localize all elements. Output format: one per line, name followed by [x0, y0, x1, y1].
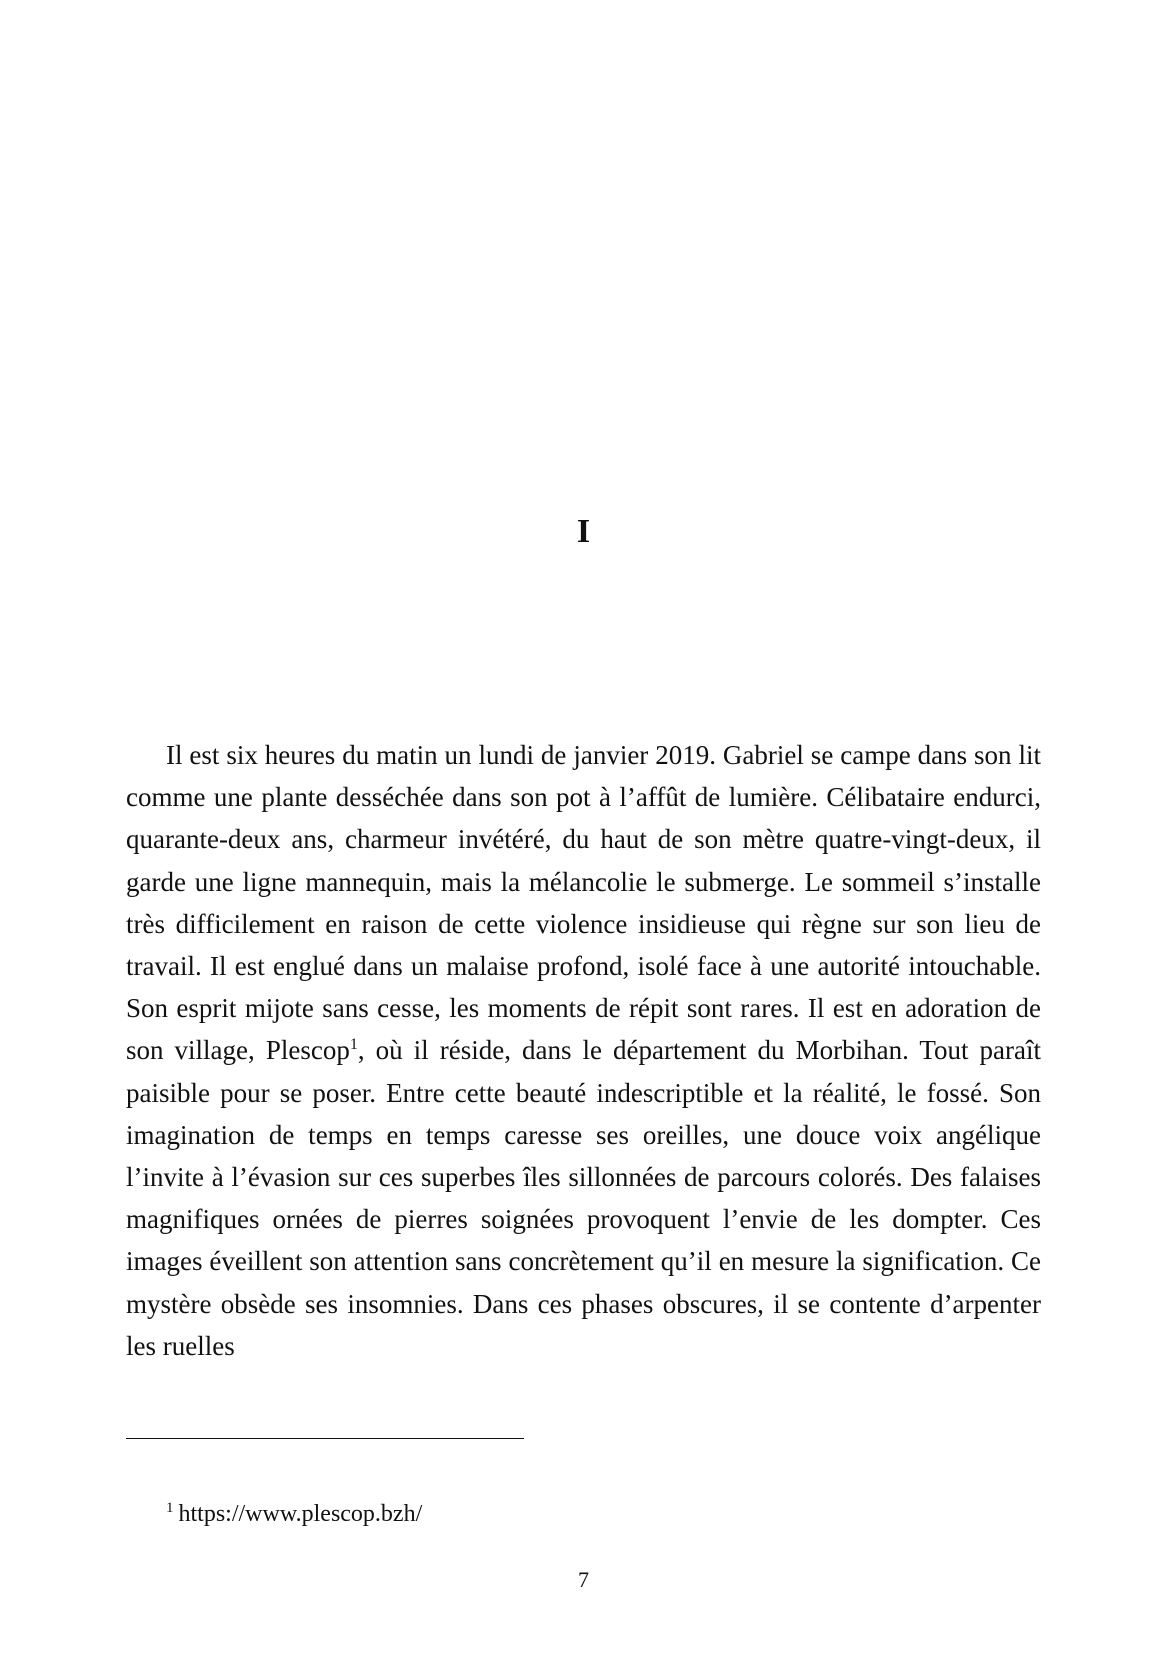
paragraph-text-part-1: Il est six heures du matin un lundi de janvier 2019. Gabriel se campe dans son lit comme une plante desséchée dans son pot à l’affût de lumière. Célibataire endurci, quarante-deux ans, charmeur invétéré, du haut de son mètre quatre-vingt-deux, il garde une ligne mannequin, mais la mélancolie le submerge. Le sommeil s’installe très difficilement en raison de cette violence insidieuse qui règne sur son lieu de travail. Il est englué dans un malaise profond, isolé face à une autorité intouchable. Son esprit mijote sans cesse, les moments de répit sont rares. Il est en adoration de son village, Plescop	[126, 740, 1041, 1066]
footnote-separator	[126, 1438, 524, 1439]
body-paragraph	[126, 734, 1041, 1367]
footnote	[166, 1493, 422, 1529]
paragraph-text-part-2: , où il réside, dans le département du Morbihan. Tout paraît paisible pour se poser. Entre cette beauté indescriptible et la réalité, le fossé. Son imagination de temps en temps caresse ses oreilles, une douce voix angélique l’invite à l’évasion sur ces superbes îles sillonnées de parcours colorés. Des falaises magnifiques ornées de pierres soignées provoquent l’envie de les dompter. Ces images éveillent son attention sans concrètement qu’il en mesure la signification. Ce mystère obsède ses insomnies. Dans ces phases obscures, il se contente d’arpenter les ruelles	[126, 1035, 1041, 1361]
footnote-number: 1	[166, 1500, 174, 1516]
footnote-reference[interactable]: 1	[349, 1036, 358, 1054]
footnote-link[interactable]: https://www.plescop.bzh/	[178, 1501, 423, 1527]
chapter-heading: I	[576, 513, 591, 550]
page-number: 7	[578, 1567, 589, 1592]
